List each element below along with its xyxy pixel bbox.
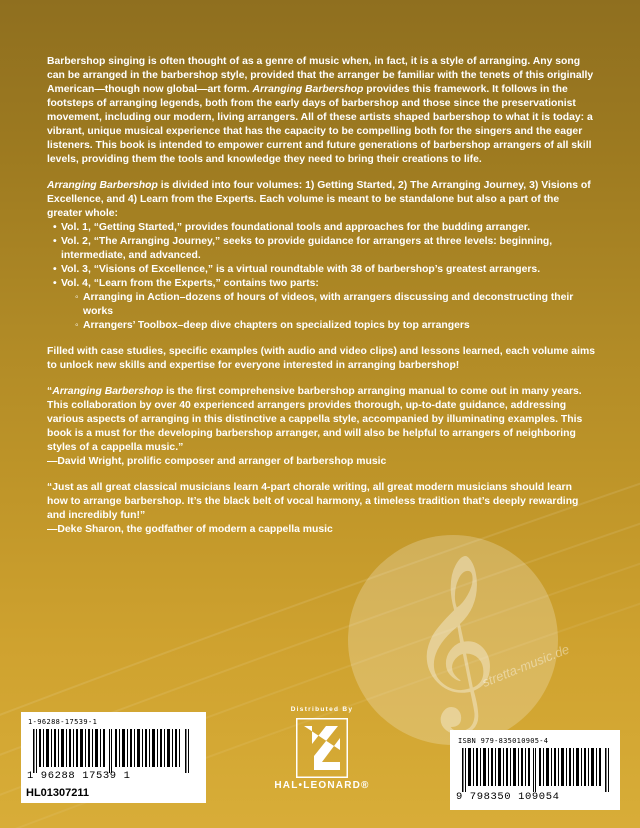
description xyxy=(47,55,595,537)
barcode-left-number: 1-96288-17539-1 xyxy=(28,718,98,726)
intro-paragraph-1: Barbershop singing is often thought of as a genre of music when, in fact, it is a style of arranging. Any song can be arranged in the barbershop style, provided that the arranger be familiar with the tenets of this originally American—though now global—art form. Arranging Barbershop provides this framework. It follows in the footsteps of arranging legends, both from the early days of barbershop and those since the preservationist movement, including our modern, living arrangers. All of these artists shaped barbershop to what it is today: a vibrant, unique musical experience that has the capacity to be compelling both for the singers and the eager listeners. This book is intended to empower current and future generations of barbershop arrangers of all skill levels, providing them the tools and knowledge they need to bring their creations to life. xyxy=(47,56,594,165)
list-item: ◦ Arranging in Action–dozens of hours of videos, with arrangers discussing and deconstructing their works xyxy=(61,291,595,319)
list-item: • Vol. 2, “The Arranging Journey,” seeks to provide guidance for arrangers at three levels: beginning, intermediate, and advanced. xyxy=(47,235,595,263)
quote-1: “Arranging Barbershop is the first comprehensive barbershop arranging manual to come out in many years. This collaboration by over 40 experienced arrangers provides thorough, up-to-date guidance, addressing various aspects of arranging in this distinctive a cappella style, accompanied by illuminating examples. This book is a must for the developing barbershop arranger, and will also be helpful to arrangers of neighboring styles of a cappella music.” xyxy=(47,386,583,453)
product-code: HL01307211 xyxy=(26,787,89,799)
watermark-text: stretta-music.de xyxy=(480,641,572,690)
treble-clef-icon: 𝄞 xyxy=(348,535,558,745)
list-item: • Vol. 3, “Visions of Excellence,” is a virtual roundtable with 38 of barbershop’s greatest arrangers. xyxy=(47,263,595,277)
barcode-left xyxy=(21,712,206,803)
list-item: • Vol. 1, “Getting Started,” provides foundational tools and approaches for the budding arranger. xyxy=(47,221,595,235)
isbn-number: ISBN 979-835010905-4 xyxy=(458,737,549,745)
barcode-left-bars-icon xyxy=(33,729,193,773)
barcode-right xyxy=(450,730,620,810)
quote-2: “Just as all great classical musicians learn 4-part chorale writing, all great modern musicians should learn how to arrange barbershop. It’s the black belt of vocal harmony, a timeless tradition that’s deeply rewarding and incredibly fun!” xyxy=(47,482,579,521)
book-title: Arranging Barbershop xyxy=(52,386,164,397)
book-title: Arranging Barbershop xyxy=(47,180,158,191)
distributed-by-label: Distributed By xyxy=(290,706,354,713)
book-title: Arranging Barbershop xyxy=(252,84,364,95)
barcode-right-bars-icon xyxy=(462,748,612,792)
intro-paragraph-2: Arranging Barbershop is divided into four volumes: 1) Getting Started, 2) The Arranging Journey, 3) Visions of Excellence, and 4) Learn from the Experts. Each volume is meant to be standalone but also a part of the greater whole: xyxy=(47,180,591,219)
hal-leonard-logo-icon xyxy=(296,718,348,778)
quote-2-attribution: —Deke Sharon, the godfather of modern a cappella music xyxy=(47,524,333,535)
vol4-parts-list xyxy=(61,291,595,333)
volume-list xyxy=(47,221,595,333)
barcode-right-digits: 9 798350 109054 xyxy=(456,791,560,803)
list-item: • Vol. 4, “Learn from the Experts,” contains two parts: ◦ Arranging in Action–dozens of hours of videos, with arrangers discussing and deconstructing their works ◦ Arrangers’ Toolbox–deep dive chapters on specialized topics by top arrangers xyxy=(47,277,595,333)
quote-1-attribution: —David Wright, prolific composer and arranger of barbershop music xyxy=(47,456,387,467)
intro-paragraph-3: Filled with case studies, specific examples (with audio and video clips) and lessons learned, each volume aims to unlock new skills and expertise for everyone interested in arranging barbershop! xyxy=(47,346,595,371)
publisher-name: HAL•LEONARD® xyxy=(274,780,370,791)
list-item: ◦ Arrangers’ Toolbox–deep dive chapters on specialized topics by top arrangers xyxy=(61,319,595,333)
publisher-logo xyxy=(262,706,382,801)
barcode-left-digits: 1 96288 17539 1 xyxy=(27,770,131,782)
